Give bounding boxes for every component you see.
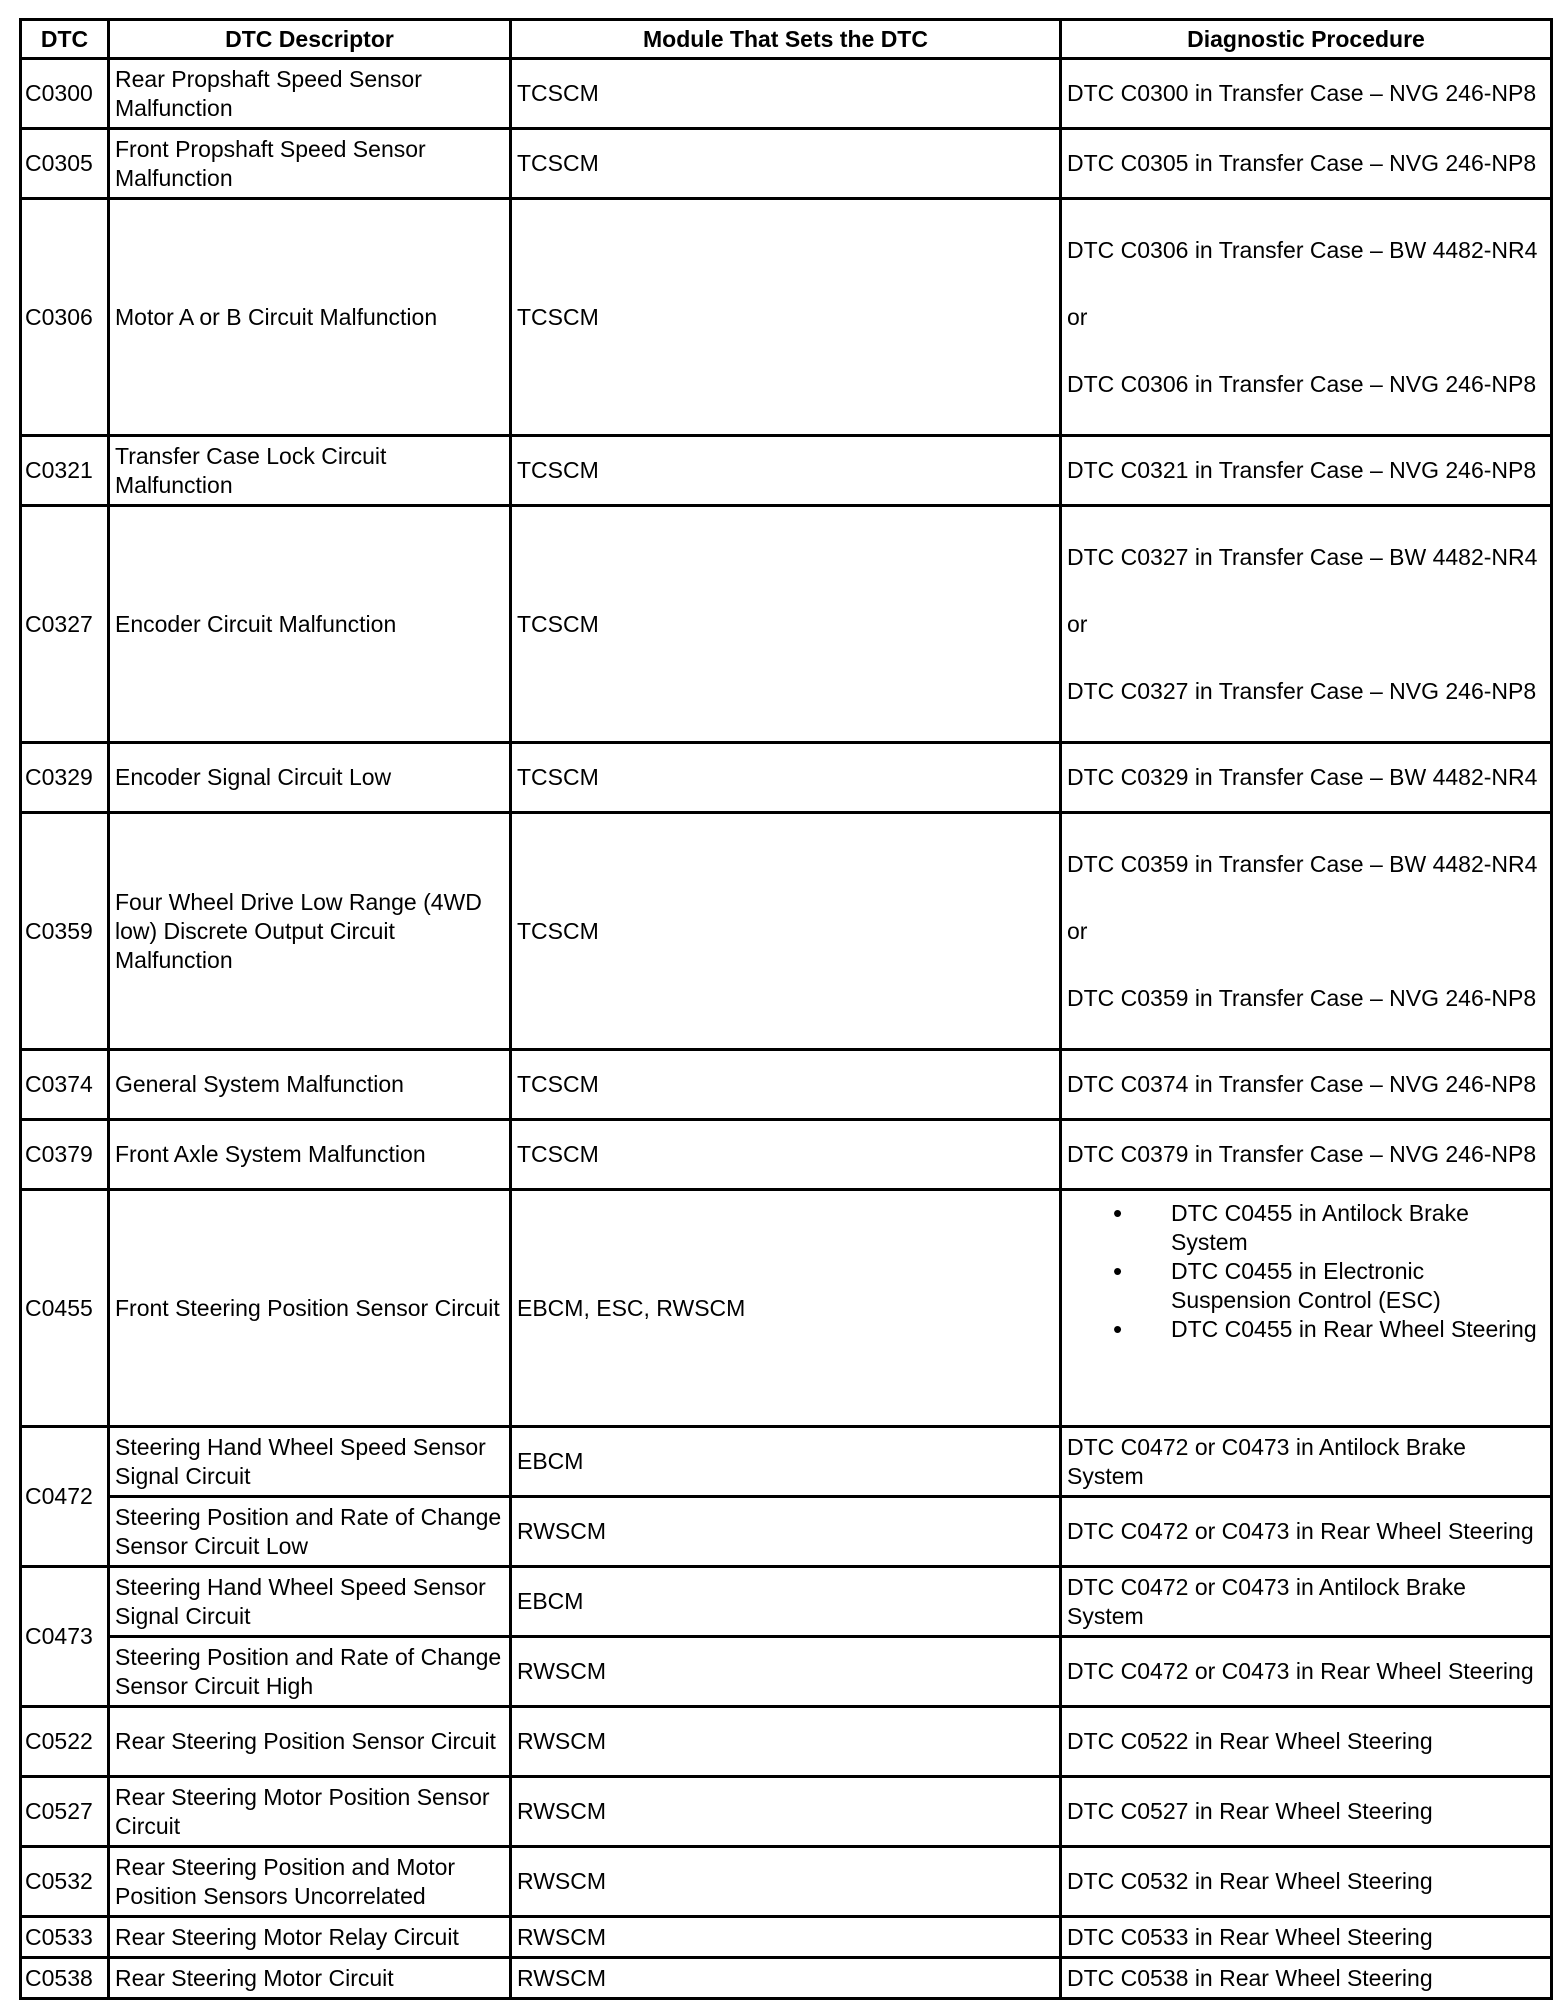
procedure-bullet: • DTC C0455 in Antilock Brake System — [1171, 1199, 1545, 1257]
dtc-descriptor: Rear Steering Motor Relay Circuit — [109, 1917, 511, 1958]
procedure-option-a: DTC C0306 in Transfer Case – BW 4482-NR4 — [1067, 236, 1538, 263]
dtc-code: C0329 — [21, 743, 109, 813]
table-row — [21, 743, 1552, 813]
dtc-descriptor: General System Malfunction — [109, 1050, 511, 1120]
dtc-module: TCSCM — [511, 59, 1061, 129]
dtc-code: C0379 — [21, 1120, 109, 1190]
dtc-module: TCSCM — [511, 199, 1061, 436]
dtc-descriptor: Rear Steering Position Sensor Circuit — [109, 1707, 511, 1777]
dtc-procedure: DTC C0472 or C0473 in Rear Wheel Steering — [1061, 1637, 1552, 1707]
procedure-option-b: DTC C0306 in Transfer Case – NVG 246-NP8 — [1067, 370, 1537, 397]
dtc-procedure: DTC C0472 or C0473 in Rear Wheel Steering — [1061, 1497, 1552, 1567]
table-row — [21, 436, 1552, 506]
procedure-bullet: • DTC C0455 in Rear Wheel Steering — [1171, 1315, 1545, 1344]
dtc-descriptor: Encoder Signal Circuit Low — [109, 743, 511, 813]
dtc-module: TCSCM — [511, 129, 1061, 199]
table-row — [21, 506, 1552, 743]
procedure-option-a: DTC C0359 in Transfer Case – BW 4482-NR4 — [1067, 850, 1538, 877]
dtc-table — [19, 18, 1553, 2000]
table-row — [21, 813, 1552, 1050]
dtc-code: C0305 — [21, 129, 109, 199]
dtc-procedure: DTC C0300 in Transfer Case – NVG 246-NP8 — [1061, 59, 1552, 129]
dtc-descriptor: Rear Steering Motor Circuit — [109, 1958, 511, 1999]
table-row — [21, 1190, 1552, 1427]
dtc-module: RWSCM — [511, 1847, 1061, 1917]
dtc-module: RWSCM — [511, 1917, 1061, 1958]
dtc-module: EBCM, ESC, RWSCM — [511, 1190, 1061, 1427]
procedure-or: or — [1067, 610, 1088, 637]
dtc-code: C0533 — [21, 1917, 109, 1958]
dtc-procedure: DTC C0379 in Transfer Case – NVG 246-NP8 — [1061, 1120, 1552, 1190]
dtc-module: TCSCM — [511, 1120, 1061, 1190]
dtc-module: TCSCM — [511, 1050, 1061, 1120]
dtc-procedure — [1061, 813, 1552, 1050]
dtc-code: C0359 — [21, 813, 109, 1050]
table-row — [21, 1958, 1552, 1999]
dtc-code: C0374 — [21, 1050, 109, 1120]
dtc-descriptor: Motor A or B Circuit Malfunction — [109, 199, 511, 436]
dtc-descriptor: Transfer Case Lock Circuit Malfunction — [109, 436, 511, 506]
table-row — [21, 59, 1552, 129]
dtc-code: C0327 — [21, 506, 109, 743]
dtc-procedure: DTC C0522 in Rear Wheel Steering — [1061, 1707, 1552, 1777]
dtc-procedure: DTC C0374 in Transfer Case – NVG 246-NP8 — [1061, 1050, 1552, 1120]
dtc-descriptor: Rear Steering Motor Position Sensor Circuit — [109, 1777, 511, 1847]
dtc-descriptor: Front Propshaft Speed Sensor Malfunction — [109, 129, 511, 199]
dtc-module: EBCM — [511, 1427, 1061, 1497]
table-row — [21, 1120, 1552, 1190]
dtc-descriptor: Front Axle System Malfunction — [109, 1120, 511, 1190]
dtc-module: TCSCM — [511, 506, 1061, 743]
dtc-module: RWSCM — [511, 1637, 1061, 1707]
dtc-procedure: DTC C0533 in Rear Wheel Steering — [1061, 1917, 1552, 1958]
dtc-module: TCSCM — [511, 813, 1061, 1050]
dtc-module: TCSCM — [511, 743, 1061, 813]
table-row — [21, 1567, 1552, 1637]
dtc-procedure: DTC C0329 in Transfer Case – BW 4482-NR4 — [1061, 743, 1552, 813]
procedure-or: or — [1067, 917, 1088, 944]
procedure-or: or — [1067, 303, 1088, 330]
dtc-module: RWSCM — [511, 1958, 1061, 1999]
header-row — [21, 20, 1552, 59]
dtc-procedure: DTC C0538 in Rear Wheel Steering — [1061, 1958, 1552, 1999]
dtc-descriptor: Steering Hand Wheel Speed Sensor Signal Circuit — [109, 1567, 511, 1637]
procedure-bullet-list — [1067, 1199, 1545, 1344]
dtc-code: C0300 — [21, 59, 109, 129]
table-row — [21, 1050, 1552, 1120]
dtc-procedure: DTC C0532 in Rear Wheel Steering — [1061, 1847, 1552, 1917]
header-module: Module That Sets the DTC — [511, 20, 1061, 59]
dtc-code: C0538 — [21, 1958, 109, 1999]
dtc-descriptor: Steering Position and Rate of Change Sensor Circuit High — [109, 1637, 511, 1707]
table-row — [21, 1707, 1552, 1777]
table-row — [21, 1777, 1552, 1847]
procedure-bullet: • DTC C0455 in Electronic Suspension Control (ESC) — [1171, 1257, 1545, 1315]
table-row — [21, 1497, 1552, 1567]
dtc-module: RWSCM — [511, 1497, 1061, 1567]
dtc-module: RWSCM — [511, 1707, 1061, 1777]
table-row — [21, 1637, 1552, 1707]
table-row — [21, 1847, 1552, 1917]
dtc-code: C0532 — [21, 1847, 109, 1917]
dtc-descriptor: Front Steering Position Sensor Circuit — [109, 1190, 511, 1427]
dtc-procedure — [1061, 1190, 1552, 1427]
dtc-procedure: DTC C0472 or C0473 in Antilock Brake System — [1061, 1427, 1552, 1497]
dtc-module: EBCM — [511, 1567, 1061, 1637]
dtc-procedure: DTC C0305 in Transfer Case – NVG 246-NP8 — [1061, 129, 1552, 199]
table-row — [21, 199, 1552, 436]
dtc-code: C0527 — [21, 1777, 109, 1847]
procedure-option-a: DTC C0327 in Transfer Case – BW 4482-NR4 — [1067, 543, 1538, 570]
dtc-code: C0321 — [21, 436, 109, 506]
table-row — [21, 1917, 1552, 1958]
dtc-descriptor: Steering Position and Rate of Change Sensor Circuit Low — [109, 1497, 511, 1567]
dtc-module: RWSCM — [511, 1777, 1061, 1847]
dtc-module: TCSCM — [511, 436, 1061, 506]
dtc-code: C0473 — [21, 1567, 109, 1707]
dtc-descriptor: Steering Hand Wheel Speed Sensor Signal Circuit — [109, 1427, 511, 1497]
dtc-procedure — [1061, 199, 1552, 436]
table-row — [21, 129, 1552, 199]
dtc-procedure — [1061, 506, 1552, 743]
dtc-procedure: DTC C0321 in Transfer Case – NVG 246-NP8 — [1061, 436, 1552, 506]
header-descriptor: DTC Descriptor — [109, 20, 511, 59]
header-procedure: Diagnostic Procedure — [1061, 20, 1552, 59]
dtc-descriptor: Four Wheel Drive Low Range (4WD low) Discrete Output Circuit Malfunction — [109, 813, 511, 1050]
dtc-code: C0522 — [21, 1707, 109, 1777]
dtc-descriptor: Encoder Circuit Malfunction — [109, 506, 511, 743]
dtc-descriptor: Rear Propshaft Speed Sensor Malfunction — [109, 59, 511, 129]
dtc-code: C0472 — [21, 1427, 109, 1567]
procedure-option-b: DTC C0327 in Transfer Case – NVG 246-NP8 — [1067, 677, 1537, 704]
dtc-code: C0306 — [21, 199, 109, 436]
dtc-code: C0455 — [21, 1190, 109, 1427]
dtc-procedure: DTC C0527 in Rear Wheel Steering — [1061, 1777, 1552, 1847]
header-dtc: DTC — [21, 20, 109, 59]
dtc-procedure: DTC C0472 or C0473 in Antilock Brake System — [1061, 1567, 1552, 1637]
procedure-option-b: DTC C0359 in Transfer Case – NVG 246-NP8 — [1067, 984, 1537, 1011]
table-row — [21, 1427, 1552, 1497]
dtc-descriptor: Rear Steering Position and Motor Position Sensors Uncorrelated — [109, 1847, 511, 1917]
